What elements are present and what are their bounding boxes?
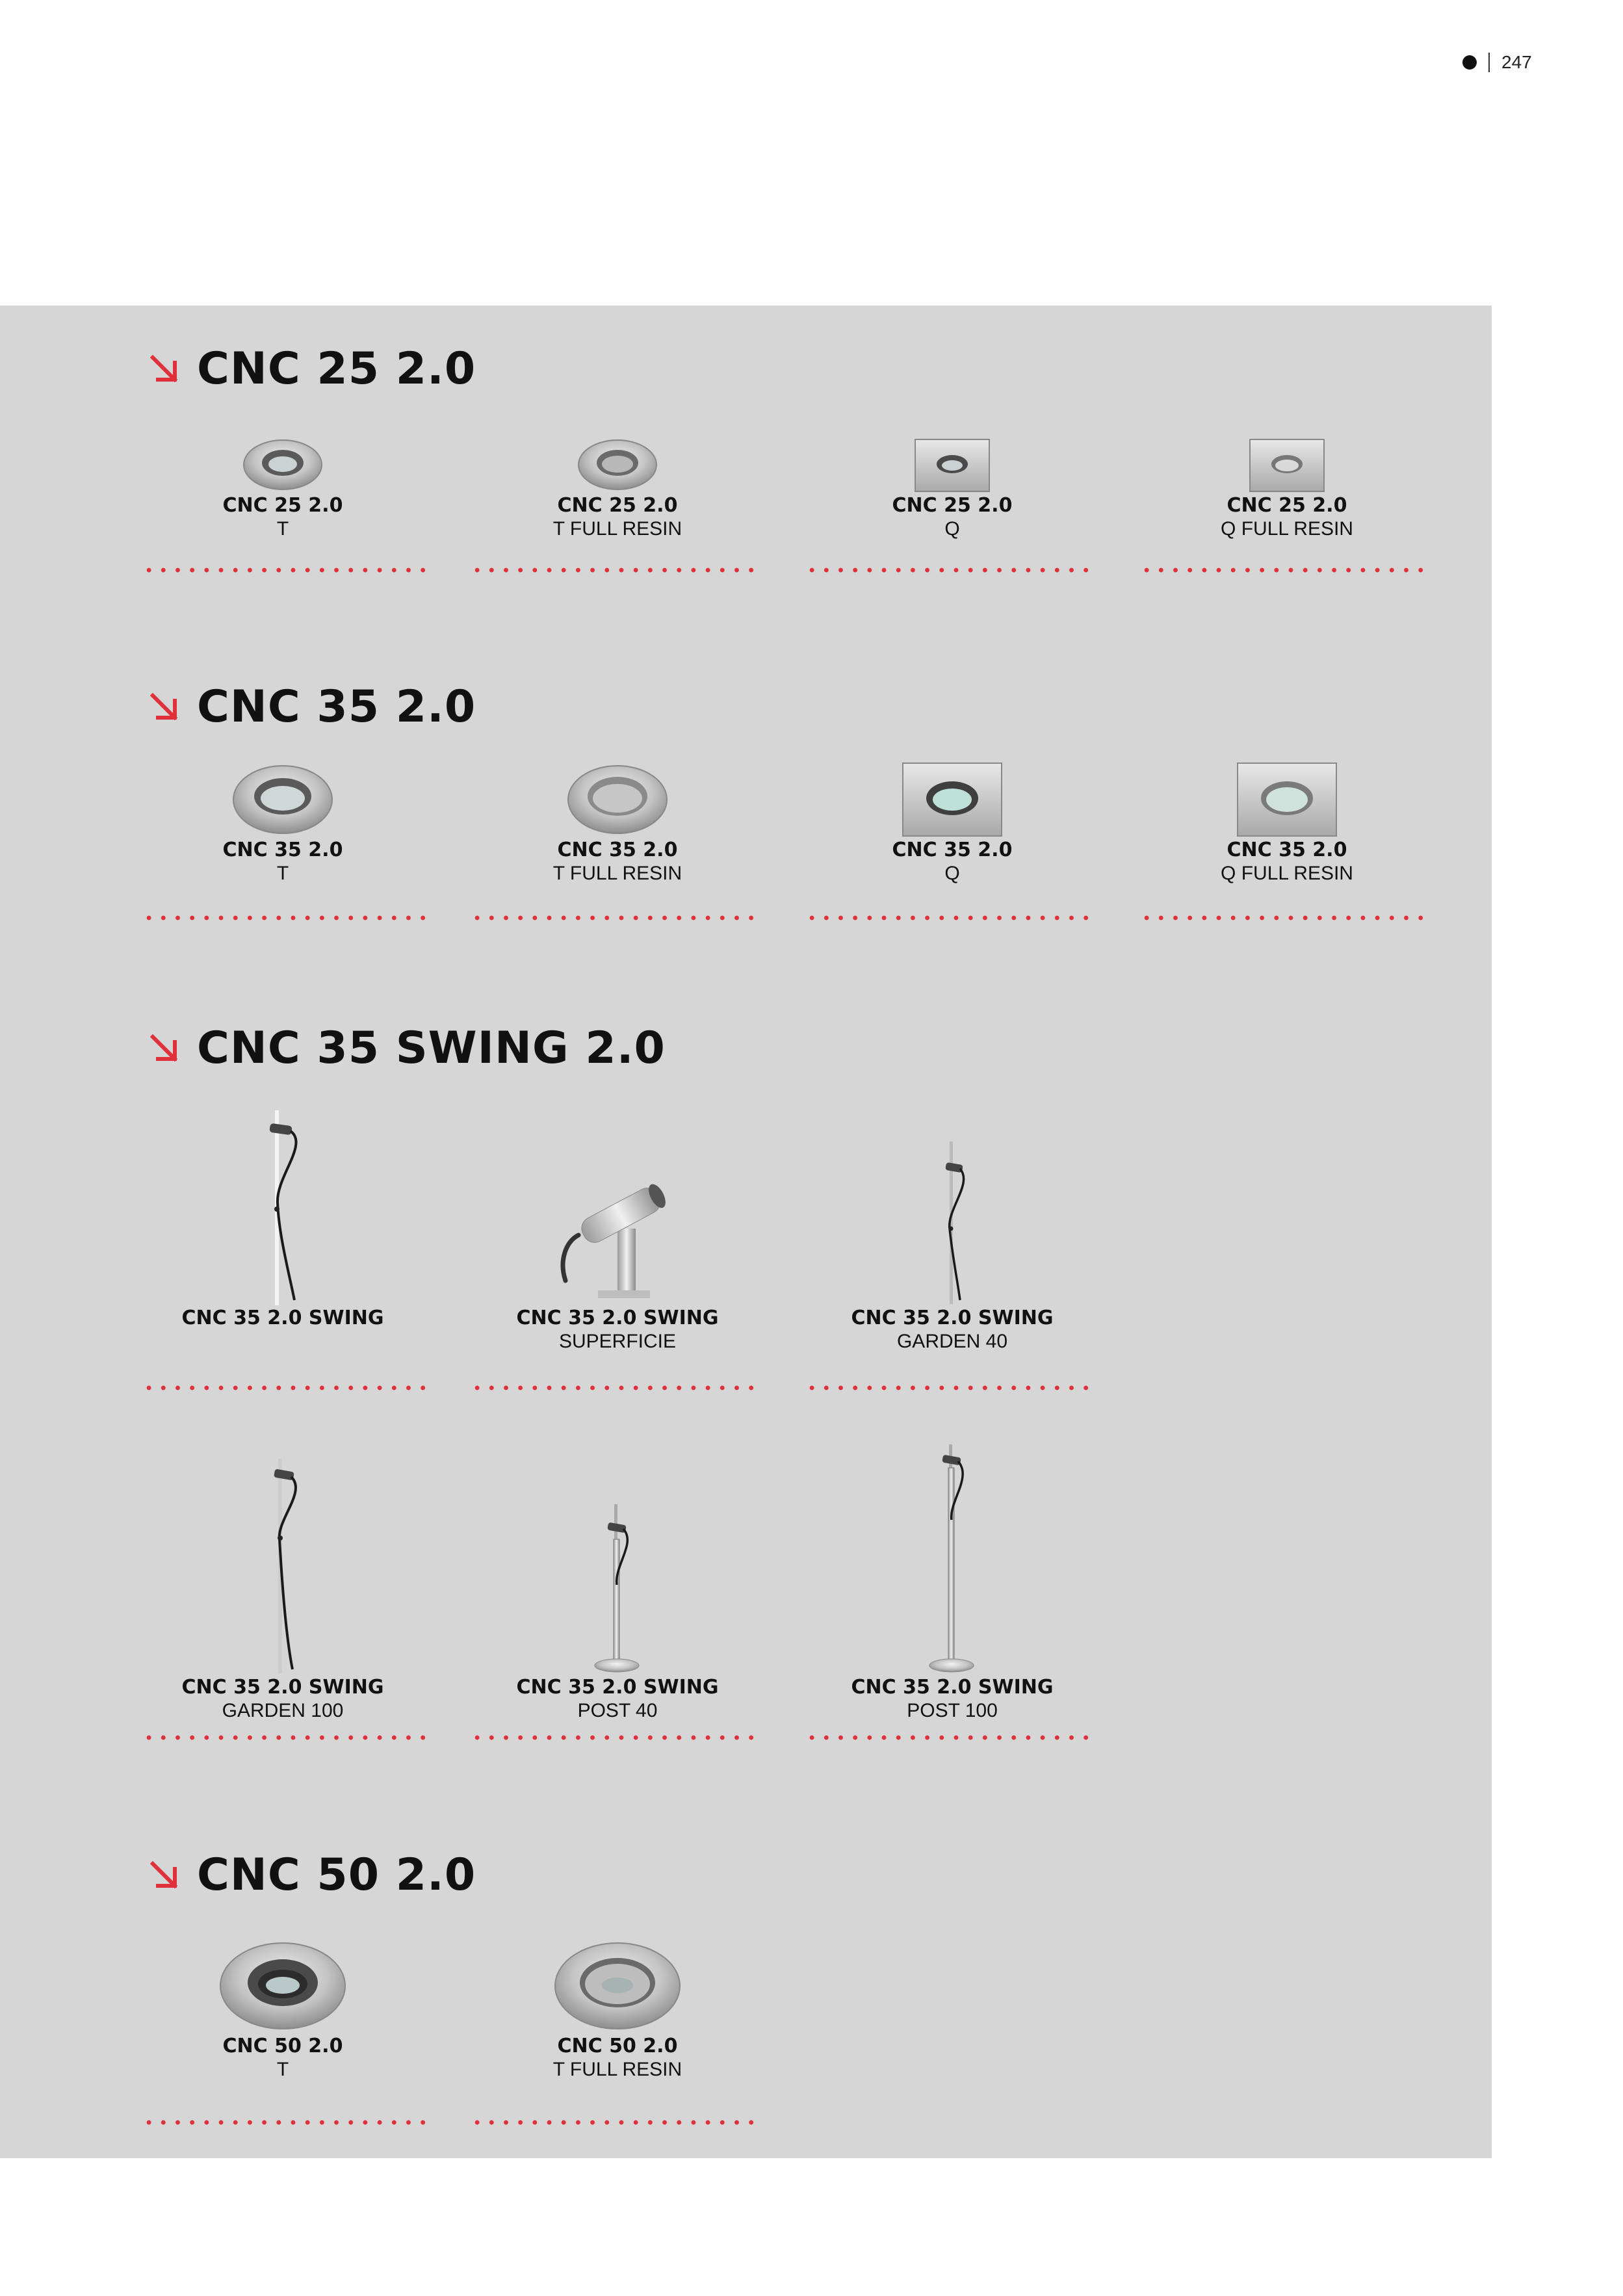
product-panel [0,306,1492,2158]
product-card[interactable] [143,1443,422,1723]
square-recessed-light-icon [812,741,1092,839]
product-name: CNC 35 2.0 [892,839,1013,861]
dotted-divider [470,1734,756,1741]
product-card[interactable] [143,1099,422,1330]
square-recessed-light-icon [812,416,1092,494]
page-number [1462,52,1532,73]
product-name: CNC 25 2.0 [892,494,1013,517]
product-card[interactable] [143,1924,422,2081]
product-name: CNC 35 2.0 SWING [181,1676,384,1699]
dotted-divider [805,567,1091,573]
bullet-icon [1462,55,1477,70]
product-name: CNC 35 2.0 SWING [851,1307,1054,1329]
product-variant: Q FULL RESIN [1221,518,1353,540]
product-name: CNC 35 2.0 SWING [181,1307,384,1329]
product-variant: GARDEN 40 [896,1331,1008,1352]
dotted-divider [142,2119,428,2126]
product-name: CNC 35 2.0 SWING [851,1676,1054,1699]
product-name: CNC 25 2.0 [1227,494,1347,517]
dotted-divider [470,1385,756,1391]
dotted-divider [142,1385,428,1391]
section-title-cnc50: CNC 50 2.0 [146,1849,476,1901]
product-variant: POST 40 [577,1700,658,1721]
dotted-divider [805,915,1091,921]
dotted-divider [142,915,428,921]
dotted-divider [470,567,756,573]
product-card[interactable] [478,1924,757,2081]
divider [1488,53,1490,72]
section-title-cnc35: CNC 35 2.0 [146,681,476,733]
dotted-divider [470,2119,756,2126]
dotted-divider [142,1734,428,1741]
dotted-divider [805,1734,1091,1741]
round-recessed-light-icon [478,1924,757,2035]
product-card[interactable] [1147,416,1427,541]
product-variant: Q [944,863,960,884]
product-card[interactable] [812,416,1092,541]
product-variant: SUPERFICIE [558,1331,677,1352]
garden-spike-light-icon [143,1443,422,1676]
product-variant: T FULL RESIN [552,863,682,884]
product-variant: GARDEN 100 [222,1700,344,1721]
product-variant: T [276,2059,289,2080]
round-recessed-light-icon [143,1924,422,2035]
product-variant: Q [944,518,960,540]
dotted-divider [805,1385,1091,1391]
product-card[interactable] [1147,741,1427,885]
product-variant: T [276,518,289,540]
post-light-icon [478,1443,757,1676]
arrow-down-right-icon [146,1857,183,1894]
round-recessed-light-icon [143,416,422,494]
product-variant: POST 100 [907,1700,998,1721]
page-number-label: 247 [1501,52,1532,72]
dotted-divider [470,915,756,921]
product-name: CNC 35 2.0 [557,839,678,861]
product-card[interactable] [478,1443,757,1723]
product-name: CNC 35 2.0 [1227,839,1347,861]
post-light-icon [812,1443,1092,1676]
dotted-divider [1139,567,1425,573]
square-recessed-light-icon [1147,741,1427,839]
round-recessed-light-icon [143,741,422,839]
round-recessed-light-icon [478,741,757,839]
round-recessed-light-icon [478,416,757,494]
arrow-down-right-icon [146,689,183,725]
product-variant: Q FULL RESIN [1221,863,1353,884]
product-card[interactable] [143,741,422,885]
product-variant: T FULL RESIN [552,518,682,540]
arrow-down-right-icon [146,1030,183,1067]
dotted-divider [1139,915,1425,921]
section-title-cnc25: CNC 25 2.0 [146,343,476,395]
swing-spike-light-icon [143,1099,422,1307]
product-name: CNC 35 2.0 SWING [516,1676,719,1699]
square-recessed-light-icon [1147,416,1427,494]
product-card[interactable] [143,416,422,541]
product-variant: T FULL RESIN [552,2059,682,2080]
product-name: CNC 50 2.0 [557,2035,678,2057]
product-card[interactable] [478,1099,757,1353]
product-name: CNC 35 2.0 SWING [516,1307,719,1329]
surface-spotlight-icon [478,1099,757,1307]
product-card[interactable] [812,741,1092,885]
product-card[interactable] [812,1443,1092,1723]
product-name: CNC 50 2.0 [222,2035,343,2057]
product-name: CNC 25 2.0 [222,494,343,517]
product-name: CNC 25 2.0 [557,494,678,517]
product-variant: T [276,863,289,884]
dotted-divider [142,567,428,573]
product-name: CNC 35 2.0 [222,839,343,861]
arrow-down-right-icon [146,351,183,387]
product-card[interactable] [478,741,757,885]
section-title-cnc35-swing: CNC 35 SWING 2.0 [146,1023,666,1074]
garden-spike-light-icon [812,1099,1092,1307]
product-card[interactable] [812,1099,1092,1353]
product-card[interactable] [478,416,757,541]
